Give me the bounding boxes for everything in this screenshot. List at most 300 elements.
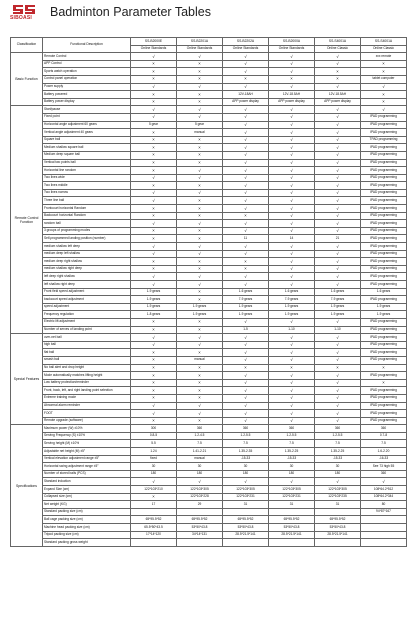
table-row (11, 98, 407, 106)
category-header: Online Standards (269, 45, 315, 53)
value-cell: √ (269, 197, 315, 205)
value-cell: √ (223, 174, 269, 182)
function-cell: backcourt speed adjustment (43, 296, 131, 304)
value-cell: × (131, 182, 177, 190)
value-cell: 7-9 gears (223, 296, 269, 304)
value-cell: × (131, 151, 177, 159)
value-cell (131, 539, 177, 547)
value-cell: √ (269, 167, 315, 175)
value-cell: × (131, 144, 177, 152)
value-cell: × (131, 394, 177, 402)
value-cell: √ (177, 83, 223, 91)
function-cell: Square ball (43, 136, 131, 144)
value-cell: 122*103*231 (269, 493, 315, 501)
value-cell: √ (315, 113, 361, 121)
model-header: SS-B2000E (131, 38, 177, 46)
value-cell: × (177, 136, 223, 144)
value-cell: √ (223, 318, 269, 326)
function-cell: Remote upgrade (software) (43, 417, 131, 425)
value-cell: √ (223, 334, 269, 342)
value-cell: 7.5 (315, 440, 361, 448)
value-cell: IPAD programming (361, 281, 407, 289)
value-cell: √ (269, 60, 315, 68)
value-cell: 65.5*50*43.5 (131, 524, 177, 532)
table-row (11, 288, 407, 296)
value-cell: fixed (131, 455, 177, 463)
value-cell: √ (131, 197, 177, 205)
function-cell: Vertical two points ball (43, 159, 131, 167)
function-cell: No ball alert and drop height (43, 364, 131, 372)
value-cell: × (131, 91, 177, 99)
value-cell: √ (223, 379, 269, 387)
table-row (11, 524, 407, 532)
category-header: Online Standards (177, 45, 223, 53)
value-cell: 122*103*235 (315, 493, 361, 501)
value-cell: × (223, 212, 269, 220)
function-cell: Horizontal line random (43, 167, 131, 175)
value-cell: √ (361, 478, 407, 486)
value-cell: × (361, 91, 407, 99)
model-header: SS-B2202A (223, 38, 269, 46)
classification-cell: Specifications (11, 425, 43, 547)
value-cell: √ (223, 121, 269, 129)
value-cell: √ (269, 478, 315, 486)
value-cell: × (131, 349, 177, 357)
value-cell: 11 (223, 235, 269, 243)
value-cell: 122*103*305 (315, 486, 361, 494)
value-cell: √ (269, 121, 315, 129)
function-cell: random ball (43, 220, 131, 228)
table-row (11, 410, 407, 418)
value-cell: × (177, 394, 223, 402)
value-cell: √ (315, 250, 361, 258)
parameter-table (10, 37, 407, 547)
table-row (11, 174, 407, 182)
value-cell: × (131, 387, 177, 395)
value-cell: √ (315, 205, 361, 213)
value-cell: √ (177, 341, 223, 349)
value-cell: × (315, 68, 361, 76)
value-cell: 180 (315, 470, 361, 478)
value-cell: 7.5 (269, 440, 315, 448)
value-cell: 108*64.2*344 (361, 493, 407, 501)
value-cell: √ (223, 182, 269, 190)
table-row (11, 83, 407, 91)
value-cell: √ (223, 144, 269, 152)
value-cell: √ (315, 182, 361, 190)
value-cell: × (223, 364, 269, 372)
value-cell: √ (315, 212, 361, 220)
function-cell: Net weight (KG) (43, 501, 131, 509)
value-cell: IPAD programming (361, 356, 407, 364)
value-cell: × (177, 417, 223, 425)
value-cell: √ (315, 151, 361, 159)
value-cell: × (177, 151, 223, 159)
value-cell: √ (315, 144, 361, 152)
model-header: SS-B2000A (269, 38, 315, 46)
value-cell: 7.5 (223, 440, 269, 448)
value-cell: × (177, 212, 223, 220)
table-row (11, 425, 407, 433)
value-cell: √ (269, 250, 315, 258)
value-cell: 17*14*120 (131, 531, 177, 539)
value-cell: 0.8-5 (131, 432, 177, 440)
value-cell: 122*103*231 (223, 493, 269, 501)
table-row (11, 531, 407, 539)
function-cell: Abnormal alarm reminder (43, 402, 131, 410)
value-cell: 80 (361, 501, 407, 509)
value-cell: 5 gear (177, 121, 223, 129)
value-cell: × (177, 265, 223, 273)
value-cell: √ (315, 220, 361, 228)
table-row (11, 129, 407, 137)
value-cell: √ (269, 341, 315, 349)
value-cell: √ (177, 281, 223, 289)
function-cell: Self-programmed landing position (number) (43, 235, 131, 243)
value-cell: TPAD programming (361, 136, 407, 144)
value-cell: √ (269, 227, 315, 235)
value-cell: √ (269, 151, 315, 159)
function-cell: Extreme training mode (43, 394, 131, 402)
value-cell: √ (223, 273, 269, 281)
value-cell: 360 (269, 425, 315, 433)
value-cell: 108*64.2*512 (361, 486, 407, 494)
value-cell: √ (131, 53, 177, 61)
value-cell: √ (315, 136, 361, 144)
table-row (11, 356, 407, 364)
value-cell (361, 539, 407, 547)
value-cell (177, 508, 223, 516)
value-cell: √ (315, 318, 361, 326)
value-cell: √ (131, 106, 177, 114)
value-cell: × (177, 288, 223, 296)
value-cell: 28.5*21.5*141 (223, 531, 269, 539)
value-cell: × (269, 364, 315, 372)
value-cell: √ (131, 250, 177, 258)
value-cell: √ (131, 478, 177, 486)
value-cell: × (177, 197, 223, 205)
function-cell: Two lines middle (43, 182, 131, 190)
table-row (11, 250, 407, 258)
value-cell: 7.5 (177, 440, 223, 448)
value-cell (269, 508, 315, 516)
function-cell: Maximum power (W) ±10% (43, 425, 131, 433)
value-cell: IPAD programming (361, 250, 407, 258)
value-cell: √ (269, 68, 315, 76)
value-cell: 65*95.5*52 (131, 516, 177, 524)
value-cell: 28.5*21.5*141 (315, 531, 361, 539)
table-row (11, 296, 407, 304)
table-row (11, 182, 407, 190)
value-cell: √ (223, 250, 269, 258)
value-cell: 12V-18.5AH (315, 91, 361, 99)
value-cell: × (131, 356, 177, 364)
value-cell: 300 (131, 425, 177, 433)
value-cell: √ (131, 189, 177, 197)
value-cell: √ (177, 113, 223, 121)
value-cell (361, 524, 407, 532)
value-cell: 1-6 gears (315, 288, 361, 296)
value-cell: 12V-18.5AH (269, 91, 315, 99)
value-cell: IPAD programming (361, 182, 407, 190)
value-cell: √ (223, 197, 269, 205)
value-cell: 30 (177, 463, 223, 471)
value-cell: √ (223, 68, 269, 76)
value-cell: IPAD programming (361, 227, 407, 235)
value-cell: IPAD programming (361, 318, 407, 326)
value-cell: 7-9 gears (269, 296, 315, 304)
value-cell: IPAD programming (361, 159, 407, 167)
value-cell: √ (223, 281, 269, 289)
value-cell: xxx remote (361, 53, 407, 61)
value-cell: √ (269, 106, 315, 114)
table-row (11, 303, 407, 311)
value-cell: IPAD programming (361, 296, 407, 304)
value-cell: × (177, 159, 223, 167)
value-cell: 53*50*43.8 (177, 524, 223, 532)
value-cell: √ (269, 136, 315, 144)
function-cell: speed adjustment (43, 303, 131, 311)
value-cell: 7.5 (361, 440, 407, 448)
table-row (11, 265, 407, 273)
table-row (11, 364, 407, 372)
value-cell: √ (269, 129, 315, 137)
value-cell: 1-9 gears (223, 311, 269, 319)
value-cell: √ (361, 83, 407, 91)
value-cell: √ (315, 189, 361, 197)
value-cell: √ (315, 273, 361, 281)
value-cell: √ (269, 212, 315, 220)
table-row (11, 516, 407, 524)
table-body (11, 38, 407, 547)
value-cell (315, 539, 361, 547)
value-cell: √ (269, 417, 315, 425)
value-cell: × (131, 265, 177, 273)
value-cell: -15-33 (223, 455, 269, 463)
value-cell: 65*95.5*52 (315, 516, 361, 524)
category-header: Online Standards (223, 45, 269, 53)
logo-text: SIBOASI (10, 15, 32, 21)
function-cell: Battery powered (43, 91, 131, 99)
value-cell: √ (315, 379, 361, 387)
value-cell: √ (315, 60, 361, 68)
value-cell: √ (269, 281, 315, 289)
value-cell: √ (269, 265, 315, 273)
value-cell: manual (177, 129, 223, 137)
value-cell: √ (315, 402, 361, 410)
value-cell: √ (223, 129, 269, 137)
classification-cell: Special Features (11, 334, 43, 425)
table-row (11, 341, 407, 349)
function-cell: Backcourt horizontal Random (43, 212, 131, 220)
value-cell: 5 gear (131, 121, 177, 129)
value-cell: × (131, 136, 177, 144)
function-cell: left deep right shallow (43, 273, 131, 281)
function-cell: Electric lift adjustment (43, 318, 131, 326)
value-cell: √ (269, 334, 315, 342)
value-cell: × (177, 91, 223, 99)
value-cell: IPAD programming (361, 265, 407, 273)
value-cell: -15-33 (315, 455, 361, 463)
value-cell: √ (269, 205, 315, 213)
value-cell: √ (315, 281, 361, 289)
value-cell: 180 (223, 470, 269, 478)
header-classification: Classification (11, 38, 43, 53)
value-cell: √ (131, 402, 177, 410)
value-cell: × (131, 98, 177, 106)
table-row (11, 539, 407, 547)
table-row (11, 220, 407, 228)
table-row (11, 60, 407, 68)
value-cell: √ (177, 106, 223, 114)
value-cell: × (131, 205, 177, 213)
value-cell: √ (315, 83, 361, 91)
table-row (11, 273, 407, 281)
value-cell: √ (315, 243, 361, 251)
value-cell: × (131, 212, 177, 220)
value-cell: × (131, 75, 177, 83)
value-cell: 122*103*305 (269, 486, 315, 494)
table-row (11, 432, 407, 440)
value-cell: 360 (315, 425, 361, 433)
table-row (11, 167, 407, 175)
value-cell: × (131, 326, 177, 334)
value-cell: √ (177, 53, 223, 61)
value-cell (361, 516, 407, 524)
value-cell: √ (223, 243, 269, 251)
value-cell: √ (177, 220, 223, 228)
function-cell: Low battery protection/reminder (43, 379, 131, 387)
value-cell: 21 (315, 235, 361, 243)
value-cell: IPAD programming (361, 113, 407, 121)
table-row (11, 235, 407, 243)
value-cell: 1-8 gears (131, 311, 177, 319)
value-cell: 1.35-2.25 (269, 448, 315, 456)
value-cell: 1.6-2.20 (361, 448, 407, 456)
value-cell: × (177, 205, 223, 213)
value-cell: 30 (223, 463, 269, 471)
function-cell: Two lines narrow (43, 189, 131, 197)
table-row (11, 106, 407, 114)
value-cell: See 73 high 55 (361, 463, 407, 471)
value-cell: √ (315, 53, 361, 61)
value-cell: 65*95.5*52 (269, 516, 315, 524)
function-cell: Standard induction (43, 478, 131, 486)
value-cell: √ (223, 356, 269, 364)
table-row (11, 440, 407, 448)
value-cell (131, 508, 177, 516)
table-row (11, 501, 407, 509)
table-row (11, 417, 407, 425)
value-cell: √ (269, 356, 315, 364)
value-cell: √ (361, 106, 407, 114)
value-cell: √ (131, 410, 177, 418)
table-row (11, 212, 407, 220)
value-cell: √ (315, 349, 361, 357)
value-cell: APP power display (223, 98, 269, 106)
function-cell: Battery power display (43, 98, 131, 106)
value-cell (269, 539, 315, 547)
table-row (11, 75, 407, 83)
value-cell: √ (315, 417, 361, 425)
value-cell: tablet computer (361, 75, 407, 83)
value-cell: IPAD programming (361, 235, 407, 243)
function-cell: Mode automatically matches lifting height (43, 372, 131, 380)
value-cell: × (177, 349, 223, 357)
value-cell: √ (177, 243, 223, 251)
value-cell: √ (177, 273, 223, 281)
value-cell: × (223, 258, 269, 266)
value-cell: √ (315, 121, 361, 129)
value-cell: 28.5*21.5*141 (269, 531, 315, 539)
value-cell: IPAD programming (361, 258, 407, 266)
value-cell: √ (269, 220, 315, 228)
value-cell: IPAD programming (361, 197, 407, 205)
value-cell: × (177, 387, 223, 395)
table-row (11, 486, 407, 494)
value-cell: 7-9 gears (315, 296, 361, 304)
value-cell: 14 (269, 235, 315, 243)
value-cell (223, 508, 269, 516)
value-cell: 360 (361, 425, 407, 433)
function-cell: medium deep right shallow (43, 258, 131, 266)
value-cell: × (223, 75, 269, 83)
function-cell: over-net ball (43, 334, 131, 342)
value-cell: × (177, 296, 223, 304)
value-cell: IPAD programming (361, 129, 407, 137)
table-row (11, 402, 407, 410)
value-cell: √ (315, 197, 361, 205)
function-cell: Two lines wide (43, 174, 131, 182)
value-cell: √ (269, 159, 315, 167)
value-cell: × (177, 258, 223, 266)
value-cell: 1.35-2.35 (223, 448, 269, 456)
function-cell: medium shallow left deep (43, 243, 131, 251)
table-row (11, 387, 407, 395)
value-cell (177, 539, 223, 547)
value-cell: √ (131, 83, 177, 91)
function-cell: Three line ball (43, 197, 131, 205)
value-cell: √ (315, 478, 361, 486)
table-row (11, 121, 407, 129)
value-cell: 31 (315, 501, 361, 509)
value-cell (315, 508, 361, 516)
model-header: SS-S4001A (361, 38, 407, 46)
model-header: SS-S4001A (315, 38, 361, 46)
table-row (11, 349, 407, 357)
value-cell: 1-9 gears (131, 303, 177, 311)
value-cell: × (269, 75, 315, 83)
value-cell: √ (315, 258, 361, 266)
value-cell: × (131, 493, 177, 501)
value-cell: √ (177, 402, 223, 410)
value-cell: × (131, 235, 177, 243)
value-cell: 1-6 gears (361, 288, 407, 296)
value-cell: √ (223, 53, 269, 61)
value-cell: √ (315, 227, 361, 235)
table-row (11, 334, 407, 342)
function-cell: Standard packing size (cm) (43, 508, 131, 516)
value-cell: × (177, 98, 223, 106)
value-cell: √ (269, 189, 315, 197)
value-cell: √ (269, 144, 315, 152)
value-cell: APP power display (315, 98, 361, 106)
value-cell (361, 531, 407, 539)
value-cell: 180 (269, 470, 315, 478)
value-cell: √ (223, 106, 269, 114)
value-cell: 1-9 gears (269, 303, 315, 311)
value-cell: √ (269, 243, 315, 251)
